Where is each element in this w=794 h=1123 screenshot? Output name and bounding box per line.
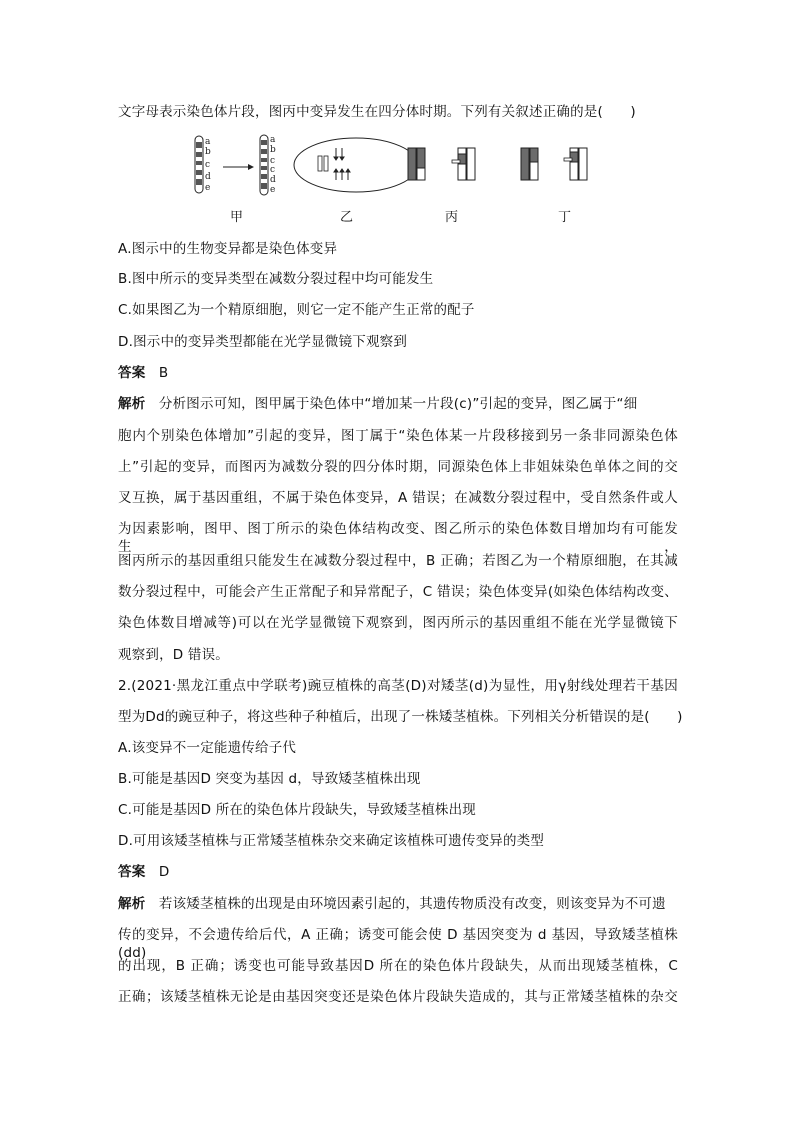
q2-analysis-first — [118, 895, 666, 913]
q1-option-c: C.如果图乙为一个精原细胞，则它一定不能产生正常的配子 — [118, 302, 475, 318]
q1-option-a: A.图示中的生物变异都是染色体变异 — [118, 241, 338, 257]
analysis-line: 为因素影响，图甲、图丁所示的染色体结构改变、图乙所示的染色体数目增加均有可能发生， — [118, 521, 678, 555]
jia2-letter-c1: c — [270, 156, 276, 166]
ding-chromosomes — [521, 148, 587, 180]
figure-label-jia: 甲 — [230, 210, 244, 225]
q2-option-c: C.可能是基因D 所在的染色体片段缺失，导致矮茎植株出现 — [118, 802, 477, 818]
q2-option-b: B.可能是基因D 突变为基因 d，导致矮茎植株出现 — [118, 771, 421, 787]
figure-label-bing: 丙 — [445, 210, 459, 225]
q1-analysis-first — [118, 395, 637, 413]
analysis-line: 胞内个别染色体增加”引起的变异，图丁属于“染色体某一片段移接到另一条非同源染色体 — [118, 428, 678, 444]
jia-letter-b: b — [205, 147, 211, 157]
jia-chromosome-before — [195, 136, 203, 193]
analysis-line: 观察到，D 错误。 — [118, 647, 229, 663]
q2-option-d: D.可用该矮茎植株与正常矮茎植株杂交来确定该植株可遗传变异的类型 — [118, 833, 545, 849]
analysis-line: 图丙所示的基因重组只能发生在减数分裂过程中，B 正确；若图乙为一个精原细胞，在其减 — [118, 553, 678, 569]
bing-chromatids — [408, 148, 475, 180]
q2-option-a: A.该变异不一定能遗传给子代 — [118, 740, 297, 756]
arrow-icon — [223, 164, 254, 170]
analysis-line: 上”引起的变异，而图丙为减数分裂的四分体时期，同源染色体上非姐妹染色单体之间的交 — [118, 459, 678, 475]
analysis-line: 分析图示可知，图甲属于染色体中“增加某一片段(c)”引起的变异，图乙属于“细 — [158, 396, 638, 412]
figure-drawing — [190, 132, 620, 227]
yi-cell — [294, 138, 418, 192]
q1-option-d: D.图示中的变异类型都能在光学显微镜下观察到 — [118, 334, 408, 350]
question-2-stem: 2.(2021·黑龙江重点中学联考)豌豆植株的高茎(D)对矮茎(d)为显性，用γ射线处理若干基因 — [118, 678, 678, 694]
answer-label: 答案 — [118, 864, 146, 880]
figure-label-ding: 丁 — [558, 210, 572, 225]
analysis-line: 叉互换，属于基因重组，不属于染色体变异，A 错误；在减数分裂过程中，受自然条件或人 — [118, 490, 678, 506]
answer-value: D — [158, 864, 170, 880]
jia2-letter-e: e — [270, 185, 276, 195]
jia-letter-c: c — [205, 160, 211, 170]
answer-value: B — [158, 365, 169, 381]
jia2-letter-d: d — [270, 175, 276, 185]
jia2-letter-c2: c — [270, 165, 276, 175]
question-1-stem: 文字母表示染色体片段，图丙中变异发生在四分体时期。下列有关叙述正确的是( ) — [118, 104, 636, 120]
question-2-stem-cont: 型为Dd的豌豆种子，将这些种子种植后，出现了一株矮茎植株。下列相关分析错误的是( ) — [118, 709, 683, 725]
jia-chromosome-after — [260, 135, 268, 195]
answer-label: 答案 — [118, 365, 146, 381]
chromosome-variation-figure — [190, 132, 620, 227]
figure-label-yi: 乙 — [340, 210, 354, 225]
analysis-label: 解析 — [118, 396, 146, 412]
jia2-letter-a: a — [270, 135, 276, 145]
analysis-line: 的出现，B 正确；诱变也可能导致基因D 所在的染色体片段缺失，从而出现矮茎植株，C — [118, 958, 678, 974]
jia-letter-a: a — [205, 137, 211, 147]
q2-answer — [118, 863, 170, 881]
jia-letter-e: e — [205, 183, 211, 193]
q1-option-b: B.图中所示的变异类型在减数分裂过程中均可能发生 — [118, 271, 434, 287]
analysis-line: 数分裂过程中，可能会产生正常配子和异常配子，C 错误；染色体变异(如染色体结构改变、 — [118, 584, 678, 600]
analysis-line: 染色体数目增减等)可以在光学显微镜下观察到，图丙所示的基因重组不能在光学显微镜下 — [118, 615, 678, 631]
analysis-label: 解析 — [118, 896, 146, 912]
q1-answer — [118, 364, 168, 382]
jia2-letter-b: b — [270, 145, 276, 155]
analysis-line: 传的变异，不会遗传给后代，A 正确；诱变可能会使 D 基因突变为 d 基因，导致矮茎植株(dd) — [118, 927, 678, 961]
analysis-line: 若该矮茎植株的出现是由环境因素引起的，其遗传物质没有改变，则该变异为不可遗 — [158, 896, 666, 912]
jia-letter-d: d — [205, 172, 211, 182]
analysis-line: 正确；该矮茎植株无论是由基因突变还是染色体片段缺失造成的，其与正常矮茎植株的杂交 — [118, 989, 678, 1005]
